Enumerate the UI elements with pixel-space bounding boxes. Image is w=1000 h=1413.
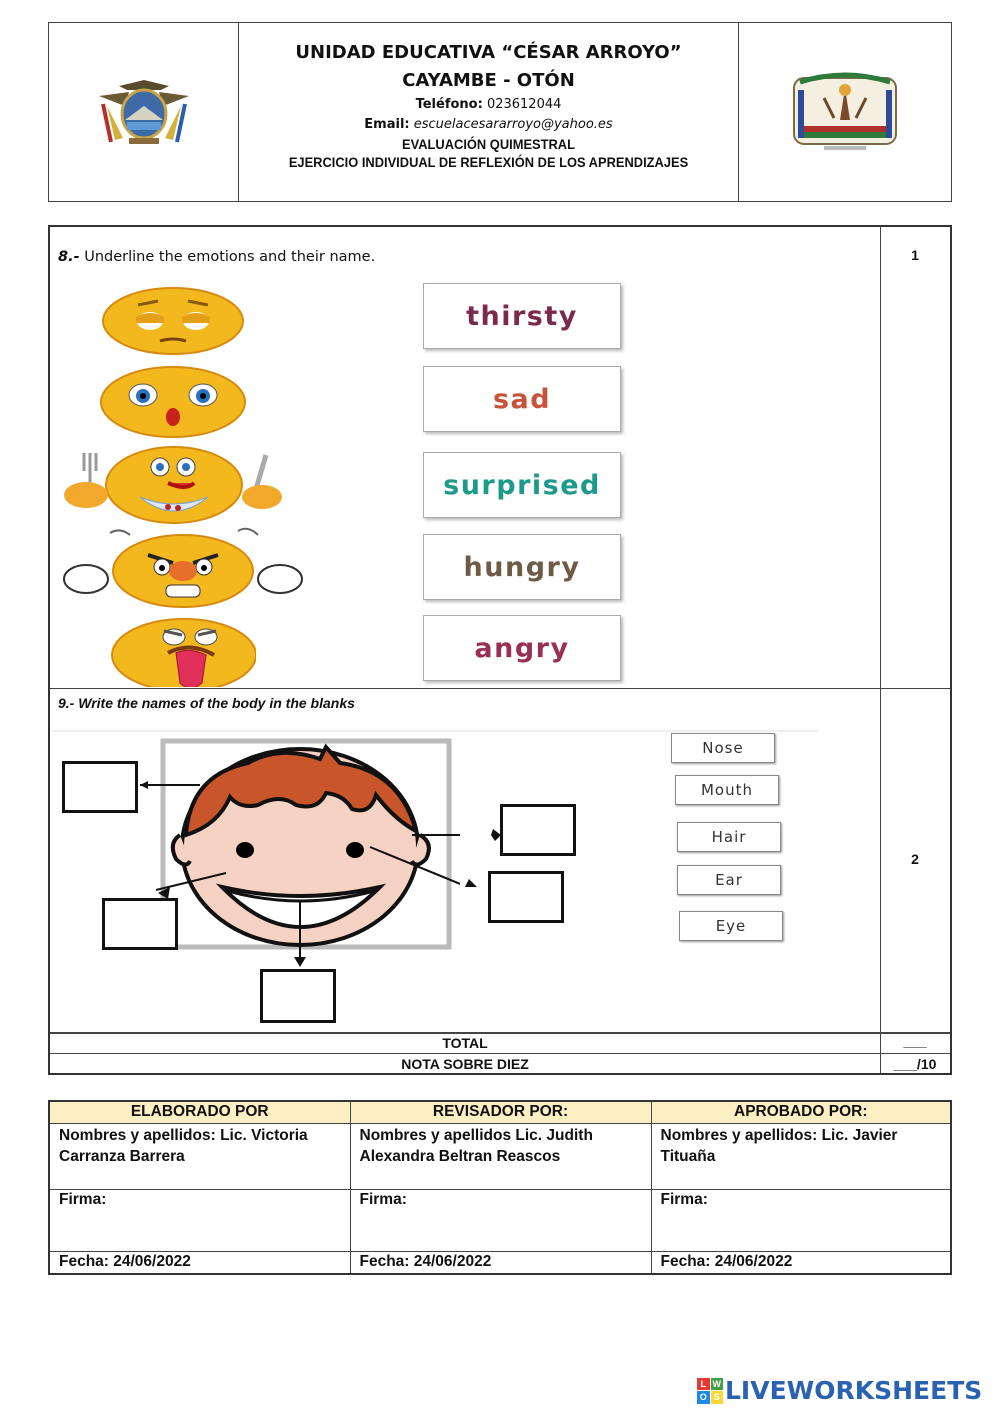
liveworksheets-text: LIVEWORKSHEETS	[725, 1376, 983, 1405]
liveworksheets-logo-icon	[697, 1378, 723, 1404]
label-hair: Hair	[711, 828, 747, 846]
phone-line	[239, 95, 738, 115]
row-divider-q9	[50, 688, 950, 689]
logo-letter: O	[697, 1391, 710, 1404]
word-card-sad[interactable]	[423, 366, 621, 432]
total-label: TOTAL	[442, 1035, 488, 1051]
row-divider-nota	[50, 1053, 950, 1054]
name-elaborado: Nombres y apellidos: Lic. Victoria Carranza Barrera	[49, 1123, 350, 1189]
word-surprised: surprised	[443, 469, 601, 501]
score-column-divider	[880, 227, 881, 1073]
divider-shadow	[52, 730, 818, 732]
logo-letter: W	[712, 1378, 721, 1389]
answer-box-ear[interactable]	[500, 804, 576, 856]
angry-emoji-icon	[58, 527, 308, 611]
word-thirsty: thirsty	[466, 300, 578, 332]
label-nose: Nose	[702, 739, 744, 757]
label-card-hair[interactable]	[677, 822, 781, 852]
fecha-revisado: Fecha: 24/06/2022	[350, 1251, 651, 1274]
header-aprobado: APROBADO POR:	[651, 1101, 951, 1123]
phone-number: 023612044	[486, 97, 562, 112]
question-8-instruction: Underline the emotions and their name.	[84, 249, 376, 265]
row-divider-total	[50, 1032, 950, 1034]
firma-aprobado: Firma:	[651, 1189, 951, 1251]
ecuador-coat-of-arms-icon	[89, 76, 199, 148]
label-card-mouth[interactable]	[675, 775, 779, 805]
question-8-text	[58, 249, 375, 265]
label-card-ear[interactable]	[677, 865, 781, 895]
name-aprobado: Nombres y apellidos: Lic. Javier Tituaña	[651, 1123, 951, 1189]
city-name: CAYAMBE - OTÓN	[402, 70, 575, 91]
word-card-surprised[interactable]	[423, 452, 621, 518]
exam-title: EVALUACIÓN QUIMESTRAL	[402, 136, 575, 152]
word-sad: sad	[492, 383, 552, 415]
signature-table	[48, 1100, 952, 1275]
answer-box-mouth[interactable]	[488, 871, 564, 923]
email-label: Email:	[364, 117, 410, 132]
document-header	[48, 22, 952, 202]
word-angry: angry	[474, 632, 570, 664]
label-card-nose[interactable]	[671, 733, 775, 763]
word-card-hungry[interactable]	[423, 534, 621, 600]
fecha-elaborado: Fecha: 24/06/2022	[49, 1251, 350, 1274]
liveworksheets-watermark[interactable]	[697, 1376, 982, 1405]
word-card-angry[interactable]	[423, 615, 621, 681]
firma-elaborado: Firma:	[49, 1189, 350, 1251]
header-text-cell	[239, 23, 739, 201]
school-logo-icon	[790, 70, 900, 154]
thirsty-tired-emoji-icon	[98, 285, 248, 357]
email-address: escuelacesararroyo@yahoo.es	[413, 117, 613, 132]
school-logo-cell	[739, 23, 951, 201]
nota-value: ___/10	[893, 1056, 937, 1072]
nota-label: NOTA SOBRE DIEZ	[401, 1056, 529, 1072]
exam-subtitle: EJERCICIO INDIVIDUAL DE REFLEXIÓN DE LOS APRENDIZAJES	[288, 154, 689, 170]
answer-box-hair[interactable]	[62, 761, 138, 813]
question-9-text: 9.- Write the names of the body in the blanks	[58, 695, 355, 711]
fecha-aprobado: Fecha: 24/06/2022	[651, 1251, 951, 1274]
label-mouth: Mouth	[700, 781, 753, 799]
header-elaborado: ELABORADO POR	[49, 1101, 350, 1123]
coat-of-arms-cell	[49, 23, 239, 201]
label-card-eye[interactable]	[679, 911, 783, 941]
email-line	[239, 115, 738, 135]
questions-table	[48, 225, 952, 1075]
question-8-score: 1	[911, 247, 919, 263]
name-revisado: Nombres y apellidos Lic. Judith Alexandra Beltran Reascos	[350, 1123, 651, 1189]
answer-box-eye[interactable]	[102, 898, 178, 950]
disgusted-tongue-emoji-icon	[106, 613, 256, 687]
label-eye: Eye	[715, 917, 747, 935]
logo-letter: L	[697, 1378, 710, 1391]
hungry-emoji-icon	[56, 445, 292, 529]
question-8-number: 8.-	[58, 249, 80, 265]
firma-revisado: Firma:	[350, 1189, 651, 1251]
surprised-emoji-icon	[98, 365, 248, 439]
header-revisado: REVISADOR POR:	[350, 1101, 651, 1123]
word-hungry: hungry	[463, 551, 581, 583]
question-9-score: 2	[911, 851, 919, 867]
phone-label: Teléfono:	[415, 97, 483, 112]
label-ear: Ear	[715, 871, 743, 889]
answer-box-nose[interactable]	[260, 969, 336, 1023]
total-value: ___	[903, 1033, 927, 1049]
logo-letter: S	[711, 1391, 724, 1404]
school-name: UNIDAD EDUCATIVA “CÉSAR ARROYO”	[295, 42, 682, 63]
word-card-thirsty[interactable]	[423, 283, 621, 349]
